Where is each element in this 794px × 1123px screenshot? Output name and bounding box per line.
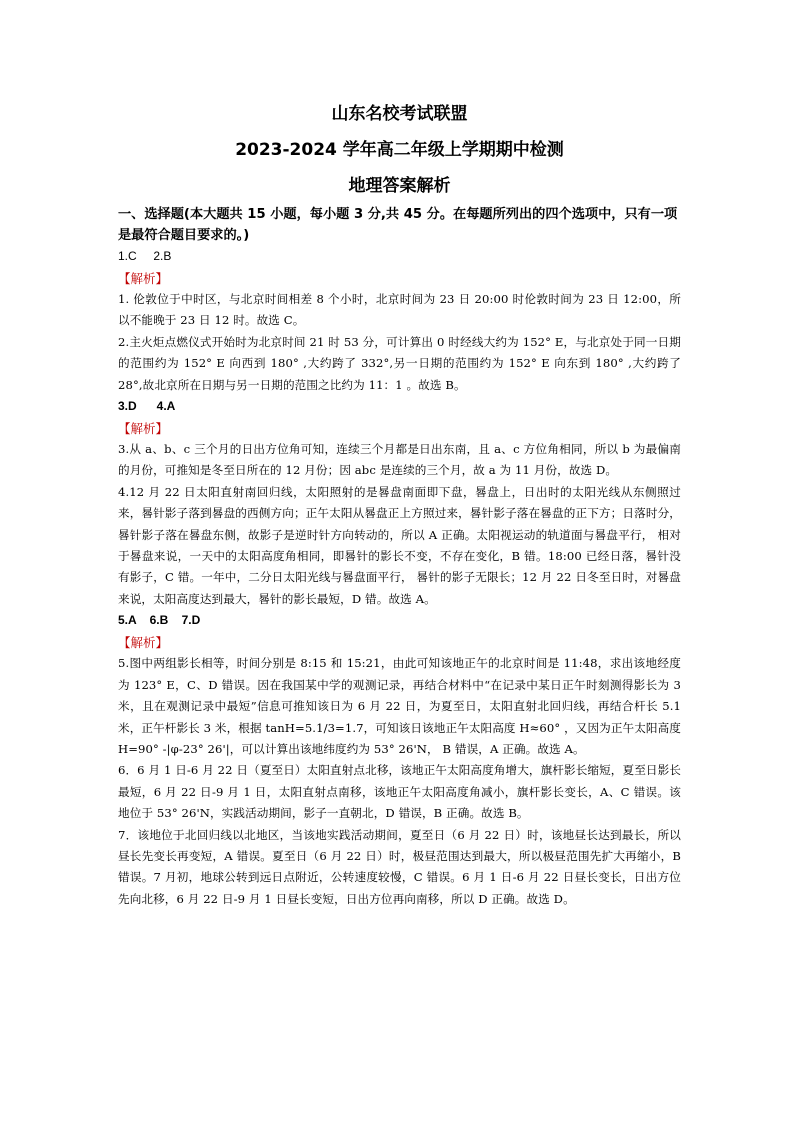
section-heading: 一、选择题(本大题共 15 小题，每小题 3 分,共 45 分。在每题所列出的四个选项中，只有一项是最符合题目要求的。) bbox=[118, 207, 678, 243]
explanation-paragraph: 2.主火炬点燃仪式开始时为北京时间 21 时 53 分，可计算出 0 时经线大约为 152° E，与北京处于同一日期的范围约为 152° E 向西到 180° ,大约跨了 332°,另一日期的范围约为 152° E 向东到 180° ,大约跨了 28°,故北京所在日期与另一日期的范围之比约为 11：1 。故选 B。 bbox=[118, 334, 681, 392]
answer-key: 3.D 4.A bbox=[118, 399, 176, 414]
exam-title: 2023-2024 学年高二年级上学期期中检测 bbox=[235, 140, 564, 160]
analysis-label: 【解析】 bbox=[118, 270, 169, 286]
explanation-paragraph: 5.图中两组影长相等，时间分别是 8:15 和 15:21，由此可知该地正午的北京时间是 11:48，求出该地经度为 123° E，C、D 错误。因在我国某中学的观测记录，再结合材料中“在记录中某日正午时刻测得影长为 3 米，且在观测记录中最短”信息可推知该日为 6 月 22 日，为夏至日，太阳直射北回归线，再结合杆长 5.1 米，正午杆影长 3 米，根据 tanH=5.1/3=1.7，可知该日该地正午太阳高度 H≈60° ，又因为正午太阳高度 H=90° -|φ-23° 26'|，可以计算出该地纬度约为 53° 26'N， B 错误，A 正确。故选 A。 bbox=[118, 656, 682, 756]
analysis-label: 【解析】 bbox=[118, 420, 169, 436]
organization-title: 山东名校考试联盟 bbox=[331, 104, 468, 124]
explanation-paragraph: 3.从 a、b、c 三个月的日出方位角可知，连续三个月都是日出东南，且 a、c 方位角相同，所以 b 为最偏南的月份，可推知是冬至日所在的 12 月份；因 abc 是连续的三个月，故 a 为 11 月份，故选 D。 bbox=[118, 442, 681, 478]
answer-key: 1.C 2.B bbox=[118, 249, 172, 263]
explanation-paragraph: 6．6 月 1 日-6 月 22 日（夏至日）太阳直射点北移，该地正午太阳高度角增大，旗杆影长缩短，夏至日影长最短，6 月 22 日-9 月 1 日，太阳直射点南移，该地正午太阳高度角减小，旗杆影长变长，A、C 错误。该地位于 53° 26'N，实践活动期间，影子一直朝北，D 错误，B 正确。故选 B。 bbox=[118, 763, 681, 821]
explanation-paragraph: 7．该地位于北回归线以北地区，当该地实践活动期间，夏至日（6 月 22 日）时，该地昼长达到最长，所以昼长先变长再变短，A 错误。夏至日（6 月 22 日）时，极昼范围达到最大，所以极昼范围先扩大再缩小，B 错误。7 月初，地球公转到远日点附近，公转速度较慢，C 错误。6 月 1 日-6 月 22 日昼长变长，日出方位先向北移，6 月 22 日-9 月 1 日昼长变短，日出方位再向南移，所以 D 正确。故选 D。 bbox=[118, 827, 681, 906]
explanation-paragraph: 4.12 月 22 日太阳直射南回归线，太阳照射的是晷盘南面即下盘，晷盘上，日出时的太阳光线从东侧照过来，晷针影子落到晷盘的西侧方向；正午太阳从晷盘正上方照过来，晷针影子落在晷盘的正下方；日落时分，晷针影子落在晷盘东侧，故影子是逆时针方向转动的，所以 A 正确。太阳视运动的轨道面与晷盘平行， 相对于晷盘来说，一天中的太阳高度角相同，即晷针的影长不变，不存在变化，B 错。18:00 已经日落，晷针没有影子，C 错。一年中，二分日太阳光线与晷盘面平行， 晷针的影子无限长；12 月 22 日冬至日时，对晷盘来说，太阳高度达到最大，晷针的影长最短，D 错。故选 A。 bbox=[118, 484, 681, 606]
subject-title: 地理答案解析 bbox=[348, 176, 451, 196]
document-page bbox=[118, 104, 681, 910]
explanation-paragraph: 1. 伦敦位于中时区，与北京时间相差 8 个小时，北京时间为 23 日 20:00 时伦敦时间为 23 日 12:00，所以不能晚于 23 日 12 时。故选 C。 bbox=[118, 292, 681, 328]
answer-key: 5.A 6.B 7.D bbox=[118, 613, 201, 628]
answer-group-2 bbox=[118, 396, 681, 610]
answer-group-3 bbox=[118, 610, 681, 910]
answer-group-1 bbox=[118, 246, 681, 396]
analysis-label: 【解析】 bbox=[118, 634, 169, 650]
